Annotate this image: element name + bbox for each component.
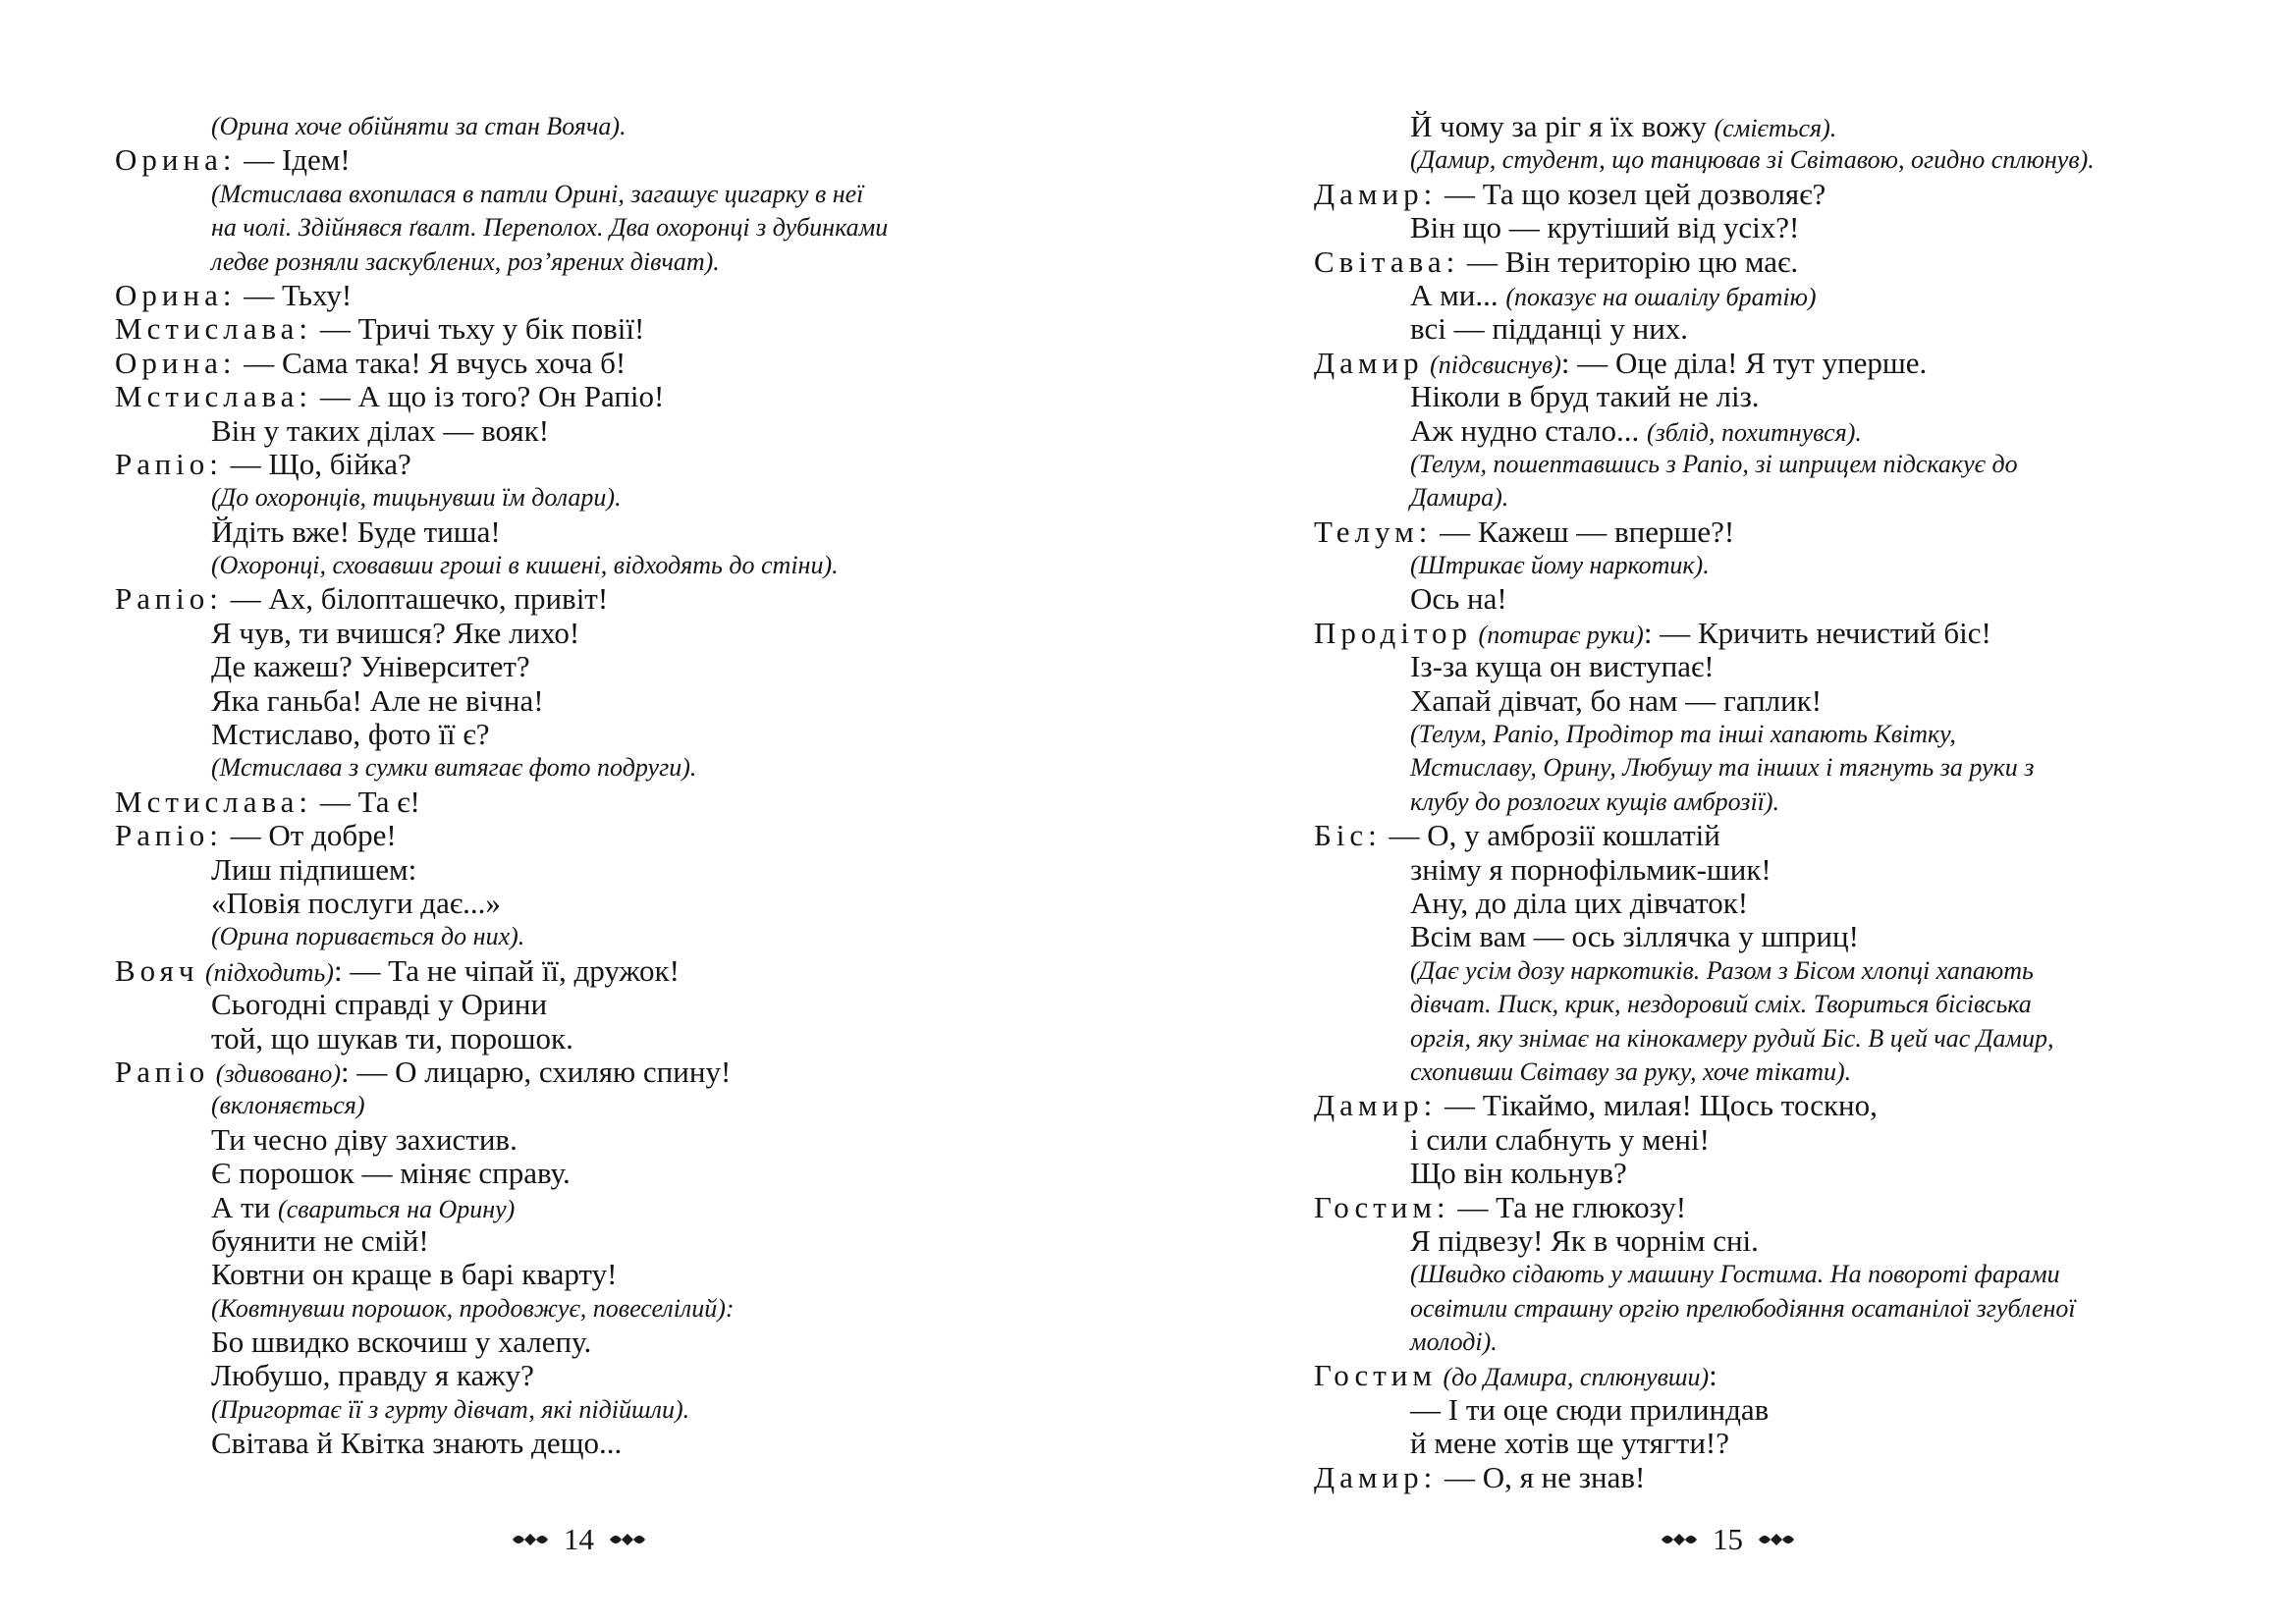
stage-direction bbox=[1314, 143, 2198, 177]
page-right-text bbox=[1314, 110, 2198, 1494]
line-text: зніму я порнофільмик-шик! bbox=[1410, 851, 1771, 887]
line-text: — Тричі тьху у бік повії! bbox=[312, 311, 645, 347]
line-text: клубу до розлогих кущів амброзії). bbox=[1410, 786, 1780, 816]
speaker-name: Мстислава: bbox=[115, 784, 313, 819]
verse-line bbox=[115, 1359, 999, 1392]
line-text: — Кажеш — вперше?! bbox=[1432, 514, 1735, 549]
line-text: : — О лицарю, схиляю спину! bbox=[341, 1054, 732, 1089]
line-text: — Сама така! Я вчусь хоча б! bbox=[236, 345, 627, 380]
page-right bbox=[1145, 0, 2289, 1624]
stage-direction bbox=[1314, 481, 2198, 514]
speaker-name: Дамир: bbox=[1314, 176, 1438, 211]
stage-note: (зблід, похитнувся). bbox=[1647, 417, 1862, 447]
speaker-name: Біс: bbox=[1314, 818, 1382, 853]
speaker-name: Рапіо: bbox=[115, 581, 223, 617]
verse-line bbox=[115, 414, 999, 448]
page-number: 15 bbox=[1713, 1522, 1743, 1556]
speech-line bbox=[115, 312, 999, 346]
page-number: 14 bbox=[564, 1522, 594, 1556]
speaker-name: Рапіо: bbox=[115, 446, 223, 481]
line-text: (Телум, Рапіо, Продітор та інші хапають Квітку, bbox=[1410, 720, 1956, 749]
verse-line bbox=[115, 887, 999, 920]
verse-line bbox=[115, 617, 999, 650]
stage-direction bbox=[115, 1292, 999, 1326]
stage-note: (сміється). bbox=[1714, 114, 1837, 142]
verse-line bbox=[115, 718, 999, 751]
speech-line bbox=[115, 1056, 999, 1089]
verse-line bbox=[1314, 1393, 2198, 1427]
verse-line bbox=[1314, 312, 2198, 346]
stage-direction bbox=[1314, 718, 2198, 751]
verse-line bbox=[1314, 414, 2198, 448]
verse-line bbox=[115, 515, 999, 549]
line-text: Де кажеш? Університет? bbox=[211, 649, 530, 684]
stage-direction bbox=[115, 751, 999, 785]
line-text: Що він кольнув? bbox=[1410, 1156, 1627, 1191]
line-text: — І ти оце сюди прилиндав bbox=[1410, 1391, 1770, 1427]
stage-direction bbox=[1314, 988, 2198, 1021]
speech-line bbox=[1314, 617, 2198, 650]
speech-line bbox=[1314, 1359, 2198, 1392]
verse-line bbox=[115, 1191, 999, 1224]
speaker-name: Мстислава: bbox=[115, 379, 313, 414]
line-text: Любушо, правду я кажу? bbox=[211, 1358, 534, 1393]
line-text: (Дамир, студент, що танцював зі Світавою, огидно сплюнув). bbox=[1410, 145, 2095, 175]
line-text: (Мстислава з сумки витягає фото подруги). bbox=[211, 753, 697, 783]
verse-line bbox=[1314, 211, 2198, 244]
speech-line bbox=[115, 582, 999, 616]
stage-direction bbox=[115, 211, 999, 244]
stage-direction bbox=[115, 110, 999, 143]
line-text: Він у таких ділах — вояк! bbox=[211, 412, 550, 448]
page-left-text bbox=[115, 110, 999, 1461]
speaker-name: Дамир: bbox=[1314, 1459, 1438, 1494]
line-text: — Ідем! bbox=[236, 142, 351, 178]
line-text: : bbox=[1709, 1358, 1717, 1393]
line-text: — О, у амброзії кошлатій bbox=[1381, 818, 1720, 853]
line-text: Із-за куща он виступає! bbox=[1410, 649, 1715, 684]
line-text: — Та не глюкозу! bbox=[1449, 1189, 1687, 1224]
stage-direction bbox=[1314, 448, 2198, 481]
verse-line bbox=[115, 1157, 999, 1190]
speaker-name: Телум: bbox=[1314, 514, 1433, 549]
speaker-name: Вояч bbox=[115, 952, 199, 988]
line-text: (Штрикає йому наркотик). bbox=[1410, 551, 1710, 580]
line-text: той, що шукав ти, порошок. bbox=[211, 1020, 573, 1056]
page-number-right bbox=[1660, 1520, 1796, 1559]
verse-line bbox=[1314, 380, 2198, 413]
line-text: Світава й Квітка знають дещо... bbox=[211, 1426, 623, 1461]
speaker-name: Рапіо bbox=[115, 1054, 210, 1089]
stage-note: (потирає руки) bbox=[1472, 620, 1644, 649]
line-text: Мстиславу, Орину, Любушу та інших і тягнуть за руки з bbox=[1410, 753, 2035, 783]
speech-line bbox=[115, 954, 999, 988]
line-text: молоді). bbox=[1410, 1327, 1498, 1357]
line-text: Лиш підпишем: bbox=[211, 851, 417, 887]
line-text: — Тікаймо, милая! Щось тоскно, bbox=[1437, 1088, 1878, 1123]
stage-direction bbox=[1314, 751, 2198, 785]
stage-direction bbox=[115, 245, 999, 279]
speech-line bbox=[115, 143, 999, 177]
line-text: (До охоронців, тицьнувши їм долари). bbox=[211, 483, 622, 513]
stage-note: (до Дамира, сплюнувши) bbox=[1436, 1363, 1710, 1392]
verse-line bbox=[1314, 1224, 2198, 1258]
speech-line bbox=[1314, 1191, 2198, 1224]
speaker-name: Гостим bbox=[1314, 1358, 1437, 1393]
verse-line bbox=[1314, 279, 2198, 312]
line-text: Дамира). bbox=[1410, 483, 1509, 513]
stage-direction bbox=[1314, 1022, 2198, 1056]
speaker-name: Орина: bbox=[115, 277, 237, 312]
line-text: — Та є! bbox=[312, 784, 420, 819]
line-text: й мене хотів ще утягти!? bbox=[1410, 1426, 1729, 1461]
line-text: Ось на! bbox=[1410, 581, 1507, 617]
speaker-name: Рапіо: bbox=[115, 818, 223, 853]
stage-direction bbox=[1314, 954, 2198, 988]
verse-line bbox=[115, 988, 999, 1021]
stage-direction bbox=[115, 549, 999, 582]
line-text: Бо швидко вскочиш у халепу. bbox=[211, 1325, 592, 1360]
line-text: оргія, яку знімає на кінокамеру рудий Біс. В цей час Дамир, bbox=[1410, 1023, 2054, 1053]
line-text: — Він територію цю має. bbox=[1459, 244, 1799, 279]
line-text: Я чув, ти вчишся? Яке лихо! bbox=[211, 615, 580, 650]
stage-direction bbox=[115, 1393, 999, 1427]
line-text: буянити не смій! bbox=[211, 1222, 429, 1258]
stage-direction bbox=[1314, 1056, 2198, 1089]
speech-line bbox=[1314, 1461, 2198, 1494]
line-text: на чолі. Здійнявся ґвалт. Переполох. Два охоронці з дубинками bbox=[211, 213, 889, 243]
speech-line bbox=[1314, 515, 2198, 549]
line-text: (Охоронці, сховавши гроші в кишені, відходять до стіни). bbox=[211, 551, 839, 580]
speech-line bbox=[1314, 245, 2198, 279]
verse-line bbox=[1314, 684, 2198, 718]
stage-direction bbox=[1314, 1292, 2198, 1326]
line-text: (Пригортає її з гурту дівчат, які підійшли). bbox=[211, 1394, 690, 1424]
line-text: А ти bbox=[211, 1189, 279, 1224]
verse-line bbox=[115, 650, 999, 683]
line-text: (Швидко сідають у машину Гостима. На повороті фарами bbox=[1410, 1260, 2060, 1289]
stage-direction bbox=[115, 178, 999, 211]
speech-line bbox=[1314, 347, 2198, 380]
line-text: (Орина поривається до них). bbox=[211, 922, 525, 951]
verse-line bbox=[1314, 1157, 2198, 1190]
line-text: схопивши Світаву за руку, хоче тікати). bbox=[1410, 1056, 1852, 1086]
verse-line bbox=[1314, 920, 2198, 953]
verse-line bbox=[1314, 887, 2198, 920]
line-text: Яка ганьба! Але не вічна! bbox=[211, 682, 544, 718]
line-text: (Мстислава вхопилася в патли Орині, загашує цигарку в неї bbox=[211, 179, 864, 208]
verse-line bbox=[1314, 1123, 2198, 1157]
stage-note: (підходить) bbox=[198, 957, 334, 987]
line-text: (Орина хоче обійняти за стан Вояча). bbox=[211, 112, 627, 140]
line-text: — Що, бійка? bbox=[222, 446, 411, 481]
stage-direction bbox=[115, 481, 999, 514]
verse-line bbox=[115, 1427, 999, 1460]
line-text: — Та що козел цей дозволяє? bbox=[1437, 176, 1826, 211]
speaker-name: Дамир bbox=[1314, 345, 1424, 380]
line-text: : — Оце діла! Я тут уперше. bbox=[1560, 345, 1928, 380]
speech-line bbox=[115, 279, 999, 312]
line-text: (Ковтнувши порошок, продовжує, повеселілий): bbox=[211, 1293, 735, 1323]
line-text: : — Кричить нечистий біс! bbox=[1643, 615, 1991, 650]
verse-line bbox=[115, 1258, 999, 1291]
line-text: — От добре! bbox=[222, 818, 397, 853]
stage-direction bbox=[115, 920, 999, 953]
line-text: «Повія послуги дає...» bbox=[211, 885, 501, 920]
verse-line bbox=[1314, 853, 2198, 887]
line-text: Ти чесно діву захистив. bbox=[211, 1121, 518, 1157]
page-number-left bbox=[511, 1520, 647, 1559]
line-text: Є порошок — міняє справу. bbox=[211, 1156, 571, 1191]
line-text: Ану, до діла цих дівчаток! bbox=[1410, 885, 1749, 920]
speaker-name: Мстислава: bbox=[115, 311, 313, 347]
line-text: Хапай дівчат, бо нам — гаплик! bbox=[1410, 682, 1823, 718]
speech-line bbox=[115, 819, 999, 852]
stage-direction bbox=[1314, 785, 2198, 819]
line-text: — О, я не знав! bbox=[1437, 1459, 1646, 1494]
ornament-icon bbox=[608, 1529, 647, 1550]
line-text: Я підвезу! Як в чорнім сні. bbox=[1410, 1222, 1759, 1258]
line-text: — А що із того? Он Рапіо! bbox=[312, 379, 665, 414]
speaker-name: Продітор bbox=[1314, 615, 1473, 650]
verse-line bbox=[115, 684, 999, 718]
stage-note: (показує на ошалілу братію) bbox=[1505, 282, 1817, 311]
verse-line bbox=[1314, 650, 2198, 683]
speech-line bbox=[115, 785, 999, 819]
line-text: (вклоняється) bbox=[211, 1091, 365, 1120]
line-text: А ми... bbox=[1410, 277, 1506, 312]
line-text: Йдіть вже! Буде тиша! bbox=[211, 514, 501, 549]
speaker-name: Гостим: bbox=[1314, 1189, 1450, 1224]
ornament-icon bbox=[511, 1529, 550, 1550]
stage-note: (підсвиснув) bbox=[1423, 350, 1561, 379]
stage-direction bbox=[1314, 1326, 2198, 1359]
line-text: Ніколи в бруд такий не ліз. bbox=[1410, 379, 1760, 414]
stage-note: (здивовано) bbox=[209, 1058, 342, 1088]
line-text: (Телум, пошептавшись з Рапіо, зі шприцем підскакує до bbox=[1410, 449, 2018, 478]
stage-direction bbox=[1314, 1258, 2198, 1291]
verse-line bbox=[1314, 1427, 2198, 1460]
speech-line bbox=[115, 380, 999, 413]
line-text: Мстиславо, фото її є? bbox=[211, 717, 490, 752]
stage-note: (свариться на Орину) bbox=[278, 1194, 516, 1223]
ornament-icon bbox=[1660, 1529, 1699, 1550]
line-text: Ковтни он краще в барі кварту! bbox=[211, 1257, 618, 1292]
line-text: Він що — крутіший від усіх?! bbox=[1410, 210, 1800, 245]
verse-line bbox=[115, 1224, 999, 1258]
line-text: дівчат. Писк, крик, нездоровий сміх. Твориться бісівська bbox=[1410, 990, 2032, 1019]
line-text: Всім вам — ось зіллячка у шприц! bbox=[1410, 919, 1859, 954]
line-text: (Дає усім дозу наркотиків. Разом з Бісом хлопці хапають bbox=[1410, 955, 2034, 985]
line-text: Аж нудно стало... bbox=[1410, 412, 1647, 448]
speech-line bbox=[1314, 819, 2198, 852]
line-text: Сьогодні справді у Орини bbox=[211, 987, 548, 1022]
line-text: освітили страшну оргію прелюбодіяння осатанілої згубленої bbox=[1410, 1293, 2076, 1323]
verse-line bbox=[115, 853, 999, 887]
line-text: — Ах, білопташечко, привіт! bbox=[222, 581, 609, 617]
ornament-icon bbox=[1757, 1529, 1796, 1550]
line-text: : — Та не чіпай її, дружок! bbox=[333, 952, 680, 988]
speech-line bbox=[1314, 178, 2198, 211]
line-text: Й чому за ріг я їх вожу bbox=[1410, 109, 1715, 143]
speech-line bbox=[115, 448, 999, 481]
speaker-name: Орина: bbox=[115, 142, 237, 178]
verse-line bbox=[115, 1123, 999, 1157]
verse-line bbox=[115, 1326, 999, 1359]
verse-line bbox=[1314, 110, 2198, 143]
speech-line bbox=[115, 347, 999, 380]
line-text: і сили слабнуть у мені! bbox=[1410, 1121, 1710, 1157]
speaker-name: Світава: bbox=[1314, 244, 1460, 279]
verse-line bbox=[115, 1022, 999, 1056]
speech-line bbox=[1314, 1089, 2198, 1122]
line-text: — Тьху! bbox=[236, 277, 353, 312]
page-left bbox=[0, 0, 1144, 1624]
speaker-name: Орина: bbox=[115, 345, 237, 380]
verse-line bbox=[1314, 582, 2198, 616]
line-text: всі — підданці у них. bbox=[1410, 311, 1689, 347]
speaker-name: Дамир: bbox=[1314, 1088, 1438, 1123]
stage-direction bbox=[1314, 549, 2198, 582]
stage-direction bbox=[115, 1089, 999, 1122]
line-text: ледве розняли заскублених, роз’ярених дівчат). bbox=[211, 246, 720, 276]
